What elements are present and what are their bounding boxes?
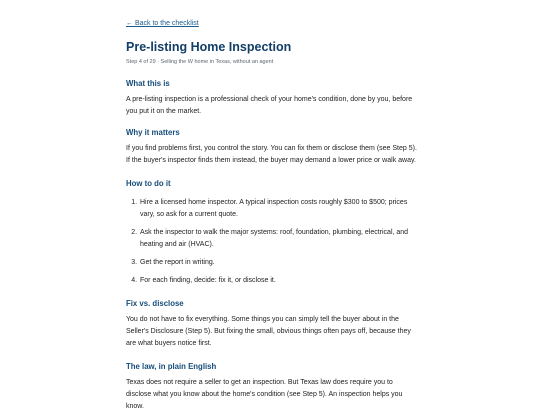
section-heading-why: Why it matters [126, 128, 180, 137]
back-to-checklist-link[interactable]: ← Back to the checklist [126, 20, 199, 27]
section-body-what: A pre-listing inspection is a professional check of your home's condition, done by you, before you put it on the market. [126, 96, 413, 115]
section-heading-law: The law, in plain English [126, 362, 217, 371]
how-to-step: 3. Get the report in writing. [139, 257, 418, 269]
section-body-law: Texas does not require a seller to get an inspection. But Texas law does require you to disclose what you know about the home's condition (see Step 5). An inspection helps you know. [126, 379, 403, 410]
step-subtitle: Step 4 of 29 · Selling the W home in Texas, without an agent [126, 59, 274, 65]
how-to-step: 1. Hire a licensed home inspector. A typical inspection costs roughly $300 to $500; prices vary, so ask for a current quote. [139, 197, 418, 221]
how-to-steps-list [126, 197, 418, 287]
section-body-why: If you find problems first, you control the story. You can fix them or disclose them (see Step 5). If the buyer's inspector finds them instead, the buyer may demand a lower price or walk away. [126, 145, 417, 164]
how-to-step: 2. Ask the inspector to walk the major systems: roof, foundation, plumbing, electrical, and heating and air (HVAC). [139, 227, 418, 251]
section-heading-what: What this is [126, 79, 170, 88]
section-heading-fix: Fix vs. disclose [126, 299, 184, 308]
section-heading-how: How to do it [126, 179, 171, 188]
page-title: Pre-listing Home Inspection [126, 40, 292, 54]
section-body-fix: You do not have to fix everything. Some things you can simply tell the buyer about in the Seller's Disclosure (Step 5). But fixing the small, obvious things often pays off, because they are what buyers notice first. [126, 316, 411, 347]
article-content [126, 12, 418, 413]
how-to-step: 4. For each finding, decide: fix it, or disclose it. [139, 275, 418, 287]
